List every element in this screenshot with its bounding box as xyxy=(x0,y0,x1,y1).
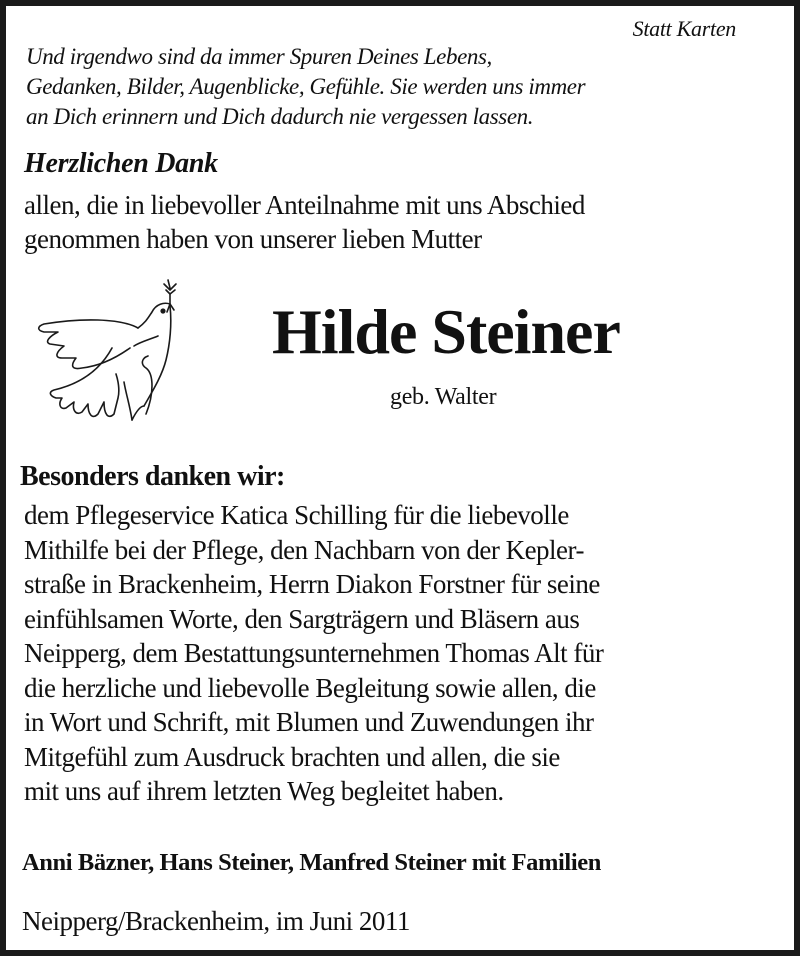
special-thanks-line: Mithilfe bei der Pflege, den Nachbarn von der Kepler- xyxy=(24,534,584,565)
special-thanks-line: Neipperg, dem Bestattungsunternehmen Thomas Alt für xyxy=(24,638,604,668)
poem-line: Gedanken, Bilder, Augenblicke, Gefühle. Sie werden uns immer xyxy=(26,74,586,99)
poem-line: an Dich erinnern und Dich dadurch nie vergessen lassen. xyxy=(26,104,534,129)
special-thanks-line: straße in Brackenheim, Herrn Diakon Forstner für seine xyxy=(24,569,600,599)
special-thanks-line: mit uns auf ihrem letzten Weg begleitet haben. xyxy=(24,776,504,806)
maiden-name: geb. Walter xyxy=(390,384,497,410)
thanks-title: Herzlichen Dank xyxy=(24,148,218,179)
dove-with-olive-branch-icon xyxy=(20,274,200,434)
poem xyxy=(26,42,585,132)
signers: Anni Bäzner, Hans Steiner, Manfred Steiner mit Familien xyxy=(22,849,601,876)
special-thanks-line: dem Pflegeservice Katica Schilling für die liebevolle xyxy=(24,500,569,530)
decedent-name: Hilde Steiner xyxy=(272,296,620,367)
thanks-line: allen, die in liebevoller Anteilnahme mit uns Abschied xyxy=(24,190,585,220)
special-thanks-title: Besonders danken wir: xyxy=(20,461,285,492)
special-thanks-line: einfühlsamen Worte, den Sargträgern und Bläsern aus xyxy=(24,603,580,634)
poem-line: Und irgendwo sind da immer Spuren Deines Lebens, xyxy=(26,44,492,69)
special-thanks-line: in Wort und Schrift, mit Blumen und Zuwendungen ihr xyxy=(24,707,594,737)
place-date: Neipperg/Brackenheim, im Juni 2011 xyxy=(22,906,410,936)
thanks-text xyxy=(24,188,585,256)
thanks-line: genommen haben von unserer lieben Mutter xyxy=(24,224,482,254)
special-thanks-line: die herzliche und liebevolle Begleitung sowie allen, die xyxy=(24,672,596,703)
special-thanks-text xyxy=(24,498,603,809)
special-thanks-line: Mitgefühl zum Ausdruck brachten und allen, die sie xyxy=(24,741,560,772)
header-note: Statt Karten xyxy=(632,16,736,41)
